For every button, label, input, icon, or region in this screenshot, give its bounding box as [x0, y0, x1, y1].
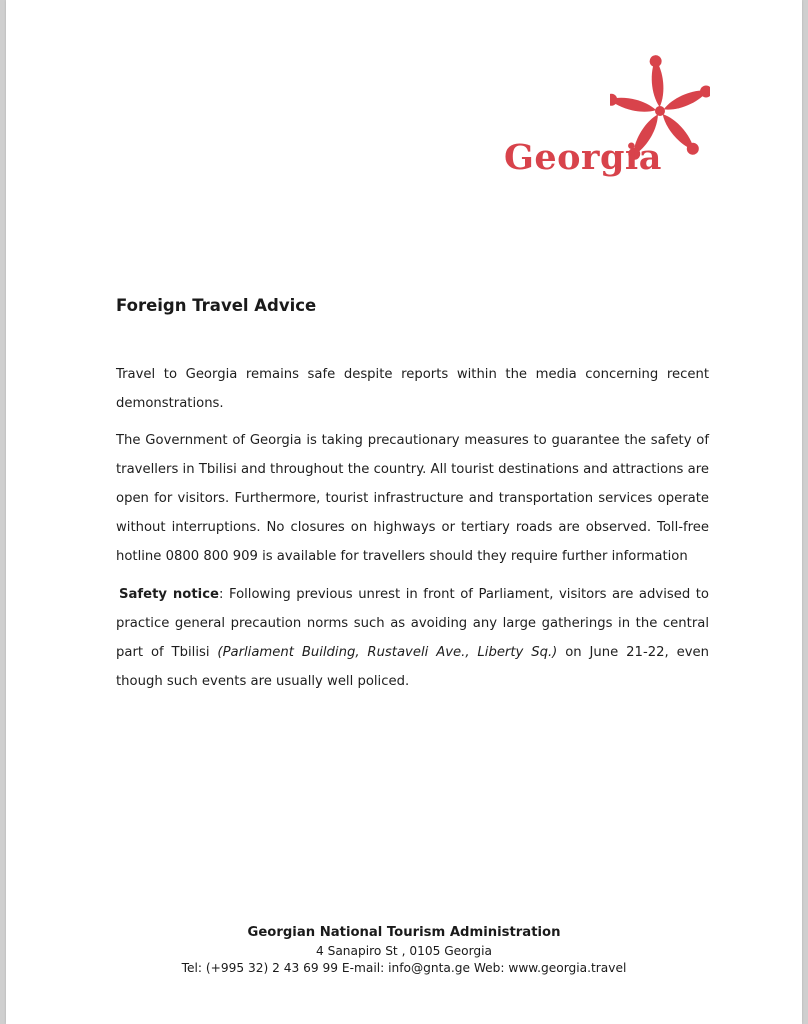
footer-address: 4 Sanapiro St , 0105 Georgia	[315, 944, 493, 958]
paragraph-safety-notice	[116, 580, 709, 696]
safety-notice-dates: on June 21-22, even though such events are usually well policed.	[116, 645, 709, 689]
paragraph-media-reports: Travel to Georgia remains safe despite reports within the media concerning recent demonstrations.	[116, 367, 709, 411]
footer-contact: Tel: (+995 32) 2 43 69 99 E-mail: info@gnta.ge Web: www.georgia.travel	[181, 961, 627, 975]
footer-organization: Georgian National Tourism Administration	[247, 925, 561, 940]
safety-notice-label: Safety notice	[119, 587, 219, 602]
paragraph-government-measures: The Government of Georgia is taking precautionary measures to guarantee the safety of travellers in Tbilisi and throughout the country. All tourist destinations and attractions are open for visitors. Furthermore, tourist infrastructure and transportation services operate without interruptions. No closures on highways or tertiary roads are observed. Toll-free hotline 0800 800 909 is available for travellers should they require further information	[116, 433, 709, 564]
georgia-logo	[500, 55, 720, 185]
document-title: Foreign Travel Advice	[116, 296, 317, 315]
logo-wordmark: Georgia	[504, 137, 662, 178]
document-page	[6, 0, 802, 1024]
safety-notice-places: (Parliament Building, Rustaveli Ave., Liberty Sq.)	[217, 645, 558, 660]
safety-notice-text: : Following previous unrest in front of Parliament, visitors are advised to practice general precaution norms such as avoiding any large gatherings in the central part of Tbilisi	[116, 587, 709, 660]
